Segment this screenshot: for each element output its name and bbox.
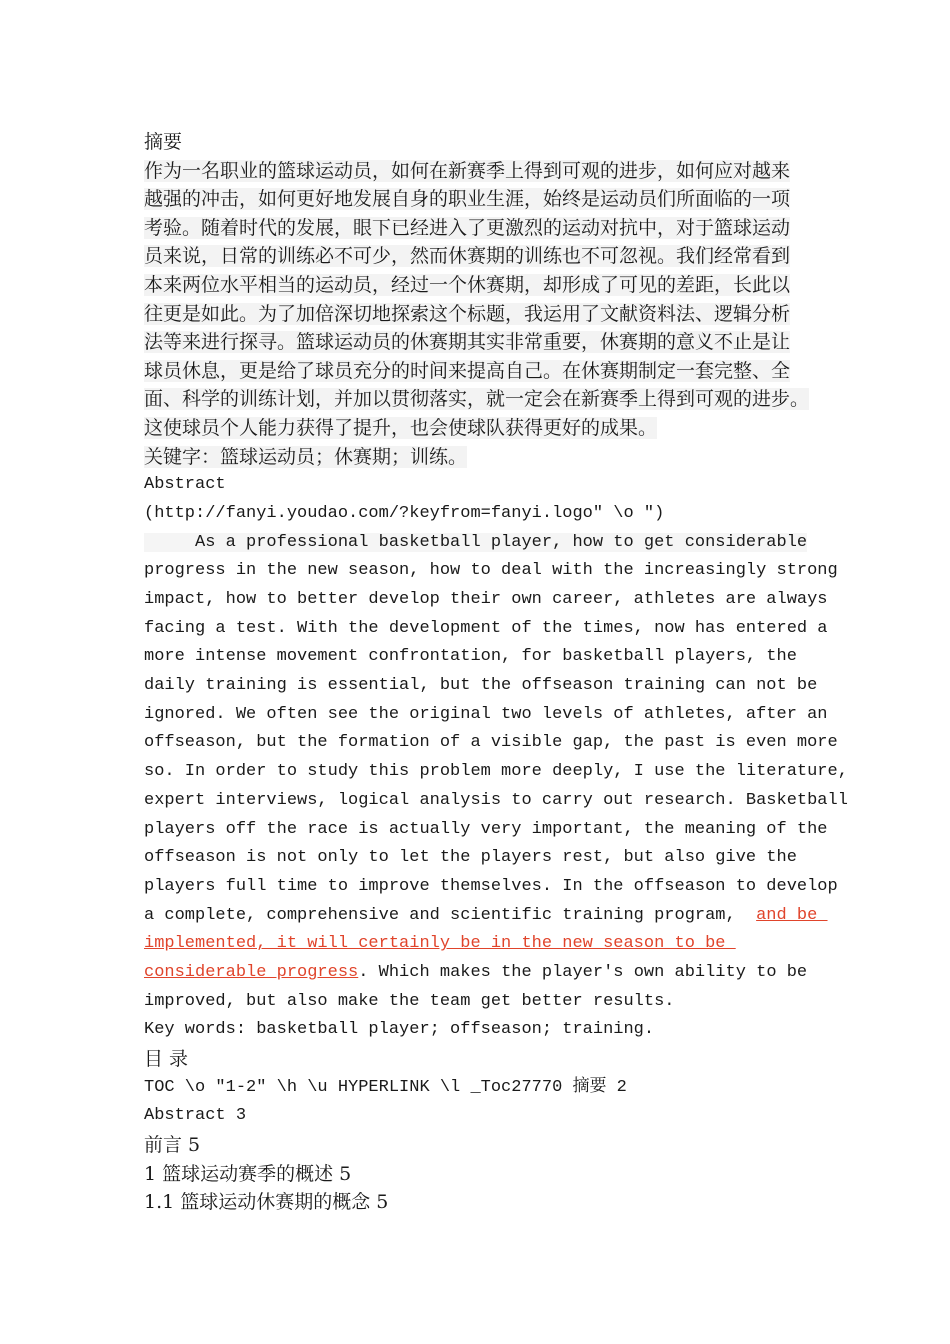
abstract-en-line — [144, 902, 828, 931]
abstract-cn-line: 越强的冲击，如何更好地发展自身的职业生涯，始终是运动员们所面临的一项 — [144, 188, 791, 211]
toc-entry[interactable]: 1 篮球运动赛季的概述 5 — [144, 1162, 352, 1185]
abstract-en-text: a complete, comprehensive and scientific training program, — [144, 905, 757, 925]
abstract-cn-line: 往更是如此。为了加倍深切地探索这个标题，我运用了文献资料法、逻辑分析 — [144, 302, 791, 325]
abstract-cn-line: 球员休息，更是给了球员充分的时间来提高自己。在休赛期制定一套完整、全 — [144, 359, 791, 382]
abstract-cn-line: 本来两位水平相当的运动员，经过一个休赛期，却形成了可见的差距，长此以 — [144, 273, 791, 296]
highlighted-text: and be — [756, 905, 828, 925]
abstract-en-line: ignored. We often see the original two levels of athletes, after an — [144, 704, 828, 724]
highlighted-text: considerable progress — [144, 963, 359, 983]
abstract-cn-line: 员来说，日常的训练必不可少，然而休赛期的训练也不可忽视。我们经常看到 — [144, 245, 791, 268]
abstract-cn-line: 法等来进行探寻。篮球运动员的休赛期其实非常重要，休赛期的意义不止是让 — [144, 331, 791, 354]
toc-entry[interactable]: 1.1 篮球运动休赛期的概念 5 — [144, 1191, 389, 1214]
abstract-en-line: offseason is not only to let the players rest, but also give the — [144, 848, 797, 868]
abstract-en-line: expert interviews, logical analysis to carry out research. Basketball — [144, 790, 848, 810]
abstract-en-line: more intense movement confrontation, for basketball players, the — [144, 647, 797, 667]
abstract-cn-line: 面、科学的训练计划，并加以贯彻落实，就一定会在新赛季上得到可观的进步。 — [144, 388, 810, 411]
abstract-en-line: facing a test. With the development of the times, now has entered a — [144, 618, 828, 638]
abstract-en-line: so. In order to study this problem more deeply, I use the literature, — [144, 762, 848, 782]
abstract-cn-line: 这使球员个人能力获得了提升，也会使球队获得更好的成果。 — [144, 416, 658, 439]
abstract-en-line: impact, how to better develop their own career, athletes are always — [144, 589, 828, 609]
toc-entry[interactable]: Abstract 3 — [144, 1106, 247, 1126]
document-content — [144, 128, 848, 1217]
abstract-en-keywords: Key words: basketball player; offseason; training. — [144, 1020, 655, 1040]
abstract-en-line — [144, 930, 824, 959]
abstract-en-link-line[interactable]: (http://fanyi.youdao.com/?keyfrom=fanyi.logo" \o ") — [144, 503, 665, 523]
abstract-en-line: progress in the new season, how to deal with the increasingly strong — [144, 561, 838, 581]
abstract-en-text: . Which makes the player's own ability to be — [358, 963, 808, 983]
abstract-en-heading: Abstract — [144, 475, 226, 495]
abstract-cn-line: 考验。随着时代的发展，眼下已经进入了更激烈的运动对抗中，对于篮球运动 — [144, 216, 791, 239]
abstract-cn-section — [144, 128, 824, 471]
toc-entry[interactable]: TOC \o "1-2" \h \u HYPERLINK \l _Toc27770 摘要 2 — [144, 1077, 627, 1097]
abstract-cn-heading: 摘要 — [144, 131, 183, 153]
abstract-cn-line: 作为一名职业的篮球运动员，如何在新赛季上得到可观的进步，如何应对越来 — [144, 159, 791, 182]
abstract-en-line: offseason, but the formation of a visible gap, the past is even more — [144, 733, 838, 753]
toc-entry[interactable]: 前言 5 — [144, 1134, 201, 1157]
abstract-en-line: players full time to improve themselves. In the offseason to develop — [144, 876, 838, 896]
abstract-cn-keywords: 关键字：篮球运动员；休赛期；训练。 — [144, 445, 468, 468]
abstract-en-line — [144, 959, 824, 988]
highlighted-text: implemented, it will certainly be in the new season to be — [144, 934, 736, 954]
toc-section — [144, 1045, 824, 1217]
toc-heading: 目 录 — [144, 1048, 189, 1071]
abstract-en-line: daily training is essential, but the offseason training can not be — [144, 676, 818, 696]
abstract-en-line: improved, but also make the team get better results. — [144, 991, 675, 1011]
abstract-en-line: players off the race is actually very important, the meaning of the — [144, 819, 828, 839]
abstract-en-section — [144, 471, 848, 1045]
abstract-en-line: As a professional basketball player, how to get considerable — [144, 532, 808, 552]
